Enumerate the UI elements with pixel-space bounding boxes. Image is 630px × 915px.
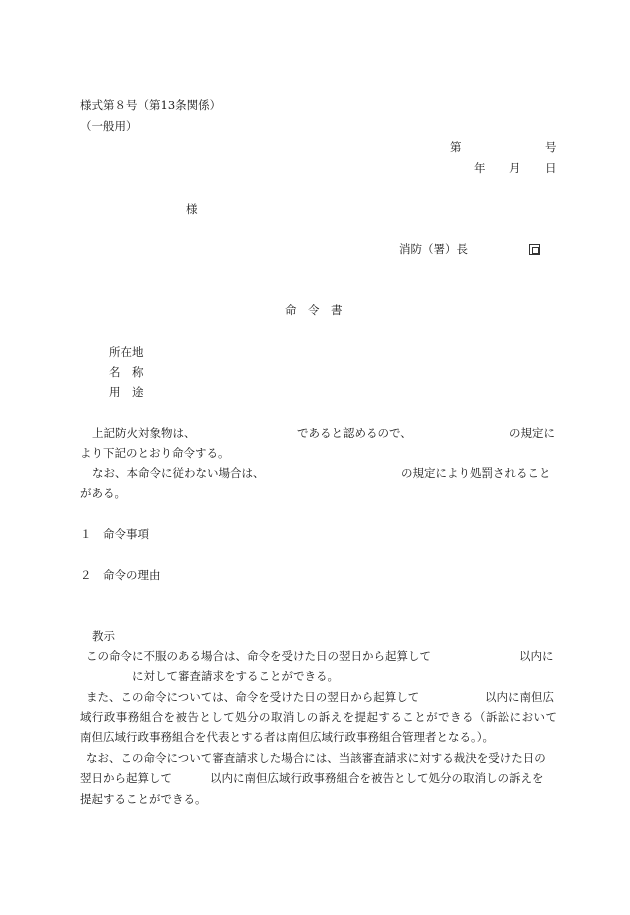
form-type: （一般用）	[80, 119, 138, 133]
seal-mark-icon	[529, 244, 540, 255]
body-p1-c: の規定に	[509, 426, 555, 440]
notice-line-8: 提起することができる。	[80, 792, 207, 806]
body-p2-b: の規定により処罰されること	[401, 466, 551, 480]
date-year: 年	[474, 161, 486, 175]
field-name: 名 称	[109, 365, 144, 379]
notice-line-7b: 以内に南但広域行政事務組合を被告として処分の取消しの訴えを	[210, 771, 544, 785]
notice-line-6: なお、この命令について審査請求した場合には、当該審査請求に対する裁決を受けた日の	[86, 751, 546, 765]
notice-line-2: に対して審査請求をすることができる。	[132, 669, 339, 683]
notice-line-1a: この命令に不服のある場合は、命令を受けた日の翌日から起算して	[86, 649, 431, 663]
body-p1-d: より下記のとおり命令する。	[80, 446, 230, 460]
document-title: 命 令 書	[285, 303, 343, 317]
body-p1-b: であると認めるので、	[297, 426, 412, 440]
notice-line-5: 南但広域行政事務組合を代表とする者は南但広域行政事務組合管理者となる。）。	[80, 730, 494, 744]
number-suffix: 号	[545, 140, 557, 154]
field-location: 所在地	[109, 345, 144, 359]
notice-line-1b: 以内に	[519, 649, 554, 663]
date-day: 日	[545, 161, 557, 175]
sender-title: 消防（署）長	[399, 242, 468, 256]
number-prefix: 第	[450, 140, 462, 154]
notice-line-7a: 翌日から起算して	[80, 771, 172, 785]
body-p2-a: なお、本命令に従わない場合は、	[92, 466, 265, 480]
date-month: 月	[509, 161, 521, 175]
item-order-matters: １ 命令事項	[80, 527, 149, 541]
field-use: 用 途	[109, 385, 144, 399]
notice-heading: 教示	[92, 629, 115, 643]
item-order-reasons: ２ 命令の理由	[80, 568, 161, 582]
notice-line-4: 域行政事務組合を被告として処分の取消しの訴えを提起することができる（訴訟において	[80, 710, 557, 724]
addressee-suffix: 様	[186, 202, 198, 216]
body-p1-a: 上記防火対象物は、	[92, 426, 196, 440]
notice-line-3b: 以内に南但広	[485, 690, 554, 704]
notice-line-3a: また、この命令については、命令を受けた日の翌日から起算して	[86, 690, 420, 704]
form-number: 様式第８号（第13条関係）	[80, 98, 222, 112]
body-p2-c: がある。	[80, 486, 126, 500]
